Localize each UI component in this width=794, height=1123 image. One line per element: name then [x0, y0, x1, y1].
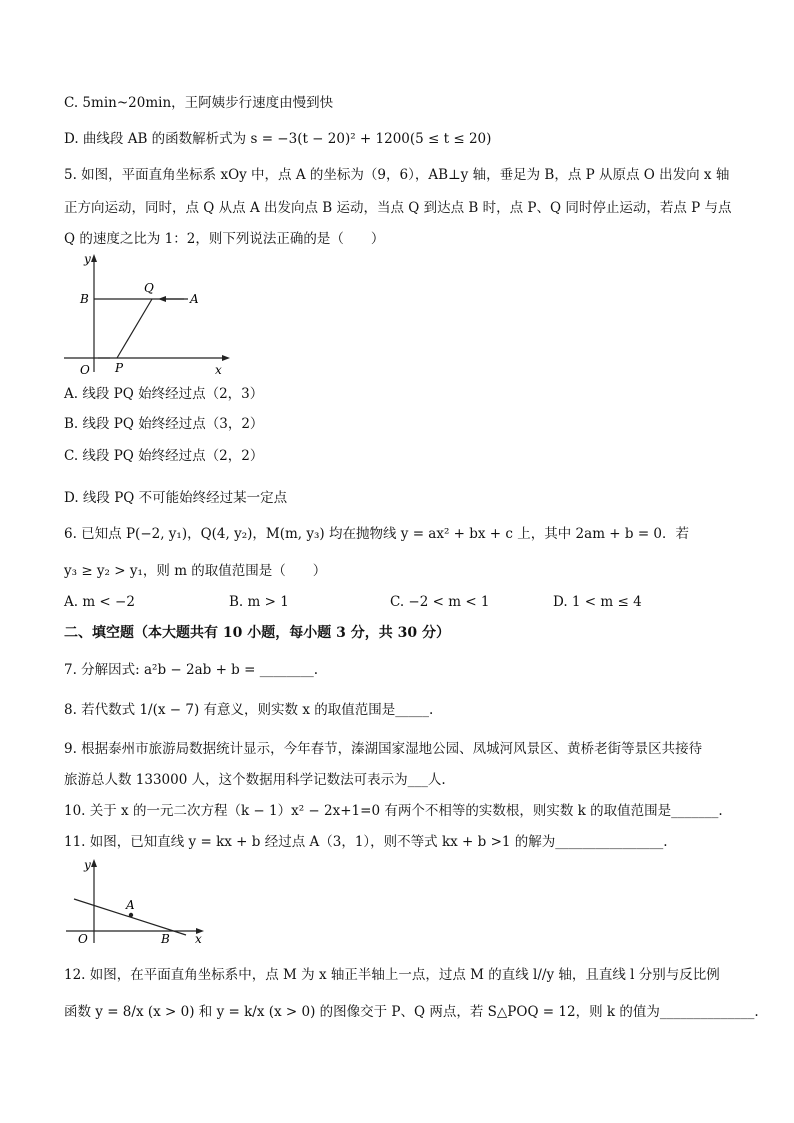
q12-line-2: 函数 y = 8/x (x > 0) 和 y = k/x (x > 0) 的图像交于 P、Q 两点，若 S△POQ = 12，则 k 的值为______________.: [64, 1004, 759, 1020]
q10: 10. 关于 x 的一元二次方程（k − 1）x² − 2x+1=0 有两个不相等的实数根，则实数 k 的取值范围是_______.: [64, 803, 723, 819]
q11-label-o: O: [78, 932, 88, 946]
q5-stem-line-1: 5. 如图，平面直角坐标系 xOy 中，点 A 的坐标为（9，6），AB⊥y 轴，垂足为 B，点 P 从原点 O 出发向 x 轴: [64, 167, 730, 183]
q7: 7. 分解因式: a²b − 2ab + b = ________.: [64, 662, 319, 678]
q5-option-d: D. 线段 PQ 不可能始终经过某一定点: [64, 490, 288, 506]
q4-option-c: C. 5min~20min，王阿姨步行速度由慢到快: [64, 95, 334, 111]
q5-label-b: B: [80, 292, 89, 306]
q11-point-a: [129, 913, 133, 917]
q6-option-b: B. m > 1: [229, 594, 289, 610]
q11-stem: 11. 如图，已知直线 y = kx + b 经过点 A（3，1），则不等式 kx + b >1 的解为________________.: [64, 834, 668, 850]
q5-label-q: Q: [144, 281, 154, 295]
q5-y-arrow: [91, 254, 97, 262]
q5-label-o: O: [80, 363, 90, 377]
q5-stem-line-3: Q 的速度之比为 1：2，则下列说法正确的是（ ）: [64, 231, 385, 247]
q6-option-a: A. m < −2: [64, 594, 135, 610]
q11-label-a: A: [126, 898, 135, 912]
q5-figure: [60, 250, 235, 380]
q11-label-y: y: [84, 858, 91, 872]
q5-option-b: B. 线段 PQ 始终经过点（3，2）: [64, 416, 264, 432]
q9-line-2: 旅游总人数 133000 人，这个数据用科学记数法可表示为___人.: [64, 772, 446, 788]
q5-segment-pq: [117, 299, 152, 358]
q6-stem-line-1: 6. 已知点 P(−2, y₁)，Q(4, y₂)，M(m, y₃) 均在抛物线 y = ax² + bx + c 上，其中 2am + b = 0．若: [64, 526, 690, 542]
q8: 8. 若代数式 1/(x − 7) 有意义，则实数 x 的取值范围是_____.: [64, 702, 434, 718]
q12-line-1: 12. 如图，在平面直角坐标系中，点 M 为 x 轴正半轴上一点，过点 M 的直线 l//y 轴，且直线 l 分别与反比例: [64, 967, 720, 983]
q9-line-1: 9. 根据泰州市旅游局数据统计显示，今年春节，溱湖国家湿地公园、凤城河风景区、黄桥老街等景区共接待: [64, 741, 703, 757]
q5-label-p: P: [115, 361, 124, 375]
q5-x-arrow: [222, 355, 230, 361]
q6-option-d: D. 1 < m ≤ 4: [553, 594, 642, 610]
q5-option-a: A. 线段 PQ 始终经过点（2，3）: [64, 386, 264, 402]
q11-figure: [62, 855, 222, 950]
q11-y-arrow: [91, 859, 97, 867]
q5-stem-line-2: 正方向运动，同时，点 Q 从点 A 出发向点 B 运动，当点 Q 到达点 B 时，点 P、Q 同时停止运动，若点 P 与点: [64, 200, 732, 216]
q6-option-c: C. −2 < m < 1: [390, 594, 490, 610]
q5-option-c: C. 线段 PQ 始终经过点（2，2）: [64, 448, 264, 464]
q6-stem-line-2: y₃ ≥ y₂ > y₁，则 m 的取值范围是（ ）: [64, 563, 327, 579]
q5-label-a: A: [190, 292, 199, 306]
q4-option-d: D. 曲线段 AB 的函数解析式为 s = −3(t − 20)² + 1200(5 ≤ t ≤ 20): [64, 131, 492, 147]
q11-label-x: x: [195, 932, 202, 946]
q5-label-y: y: [84, 252, 91, 266]
q5-motion-arrowhead: [158, 296, 166, 302]
q11-label-b: B: [161, 932, 170, 946]
section-2-title: 二、填空题（本大题共有 10 小题，每小题 3 分，共 30 分）: [64, 625, 450, 641]
q5-label-x: x: [215, 363, 222, 377]
